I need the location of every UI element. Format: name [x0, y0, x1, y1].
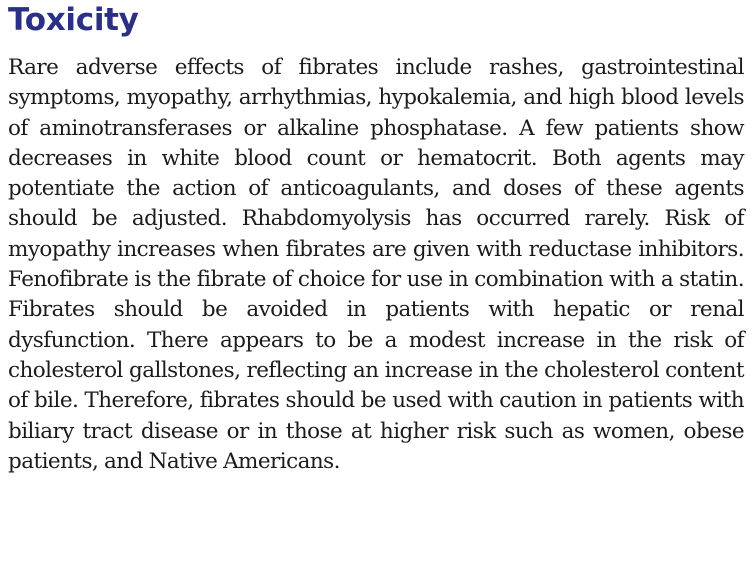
body-paragraph: Rare adverse effects of fibrates include rashes, gastrointestinal symptoms, myopathy, arrhythmias, hypokalemia, and high blood levels of aminotransferases or alkaline phosphatase. A few patients show decreases in white blood count or hematocrit. Both agents may potentiate the action of anticoagulants, and doses of these agents should be adjusted. Rhabdomyolysis has occurred rarely. Risk of myopathy increases when fibrates are given with reductase inhibitors. Fenofibrate is the fibrate of choice for use in combination with a statin. Fibrates should be avoided in patients with hepatic or renal dysfunction. There appears to be a modest increase in the risk of cholesterol gallstones, reflecting an increase in the cholesterol content of bile. Therefore, fibrates should be used with caution in patients with biliary tract disease or in those at higher risk such as women, obese patients, and Native Americans.	[8, 55, 744, 474]
section-heading: Toxicity	[8, 2, 139, 38]
